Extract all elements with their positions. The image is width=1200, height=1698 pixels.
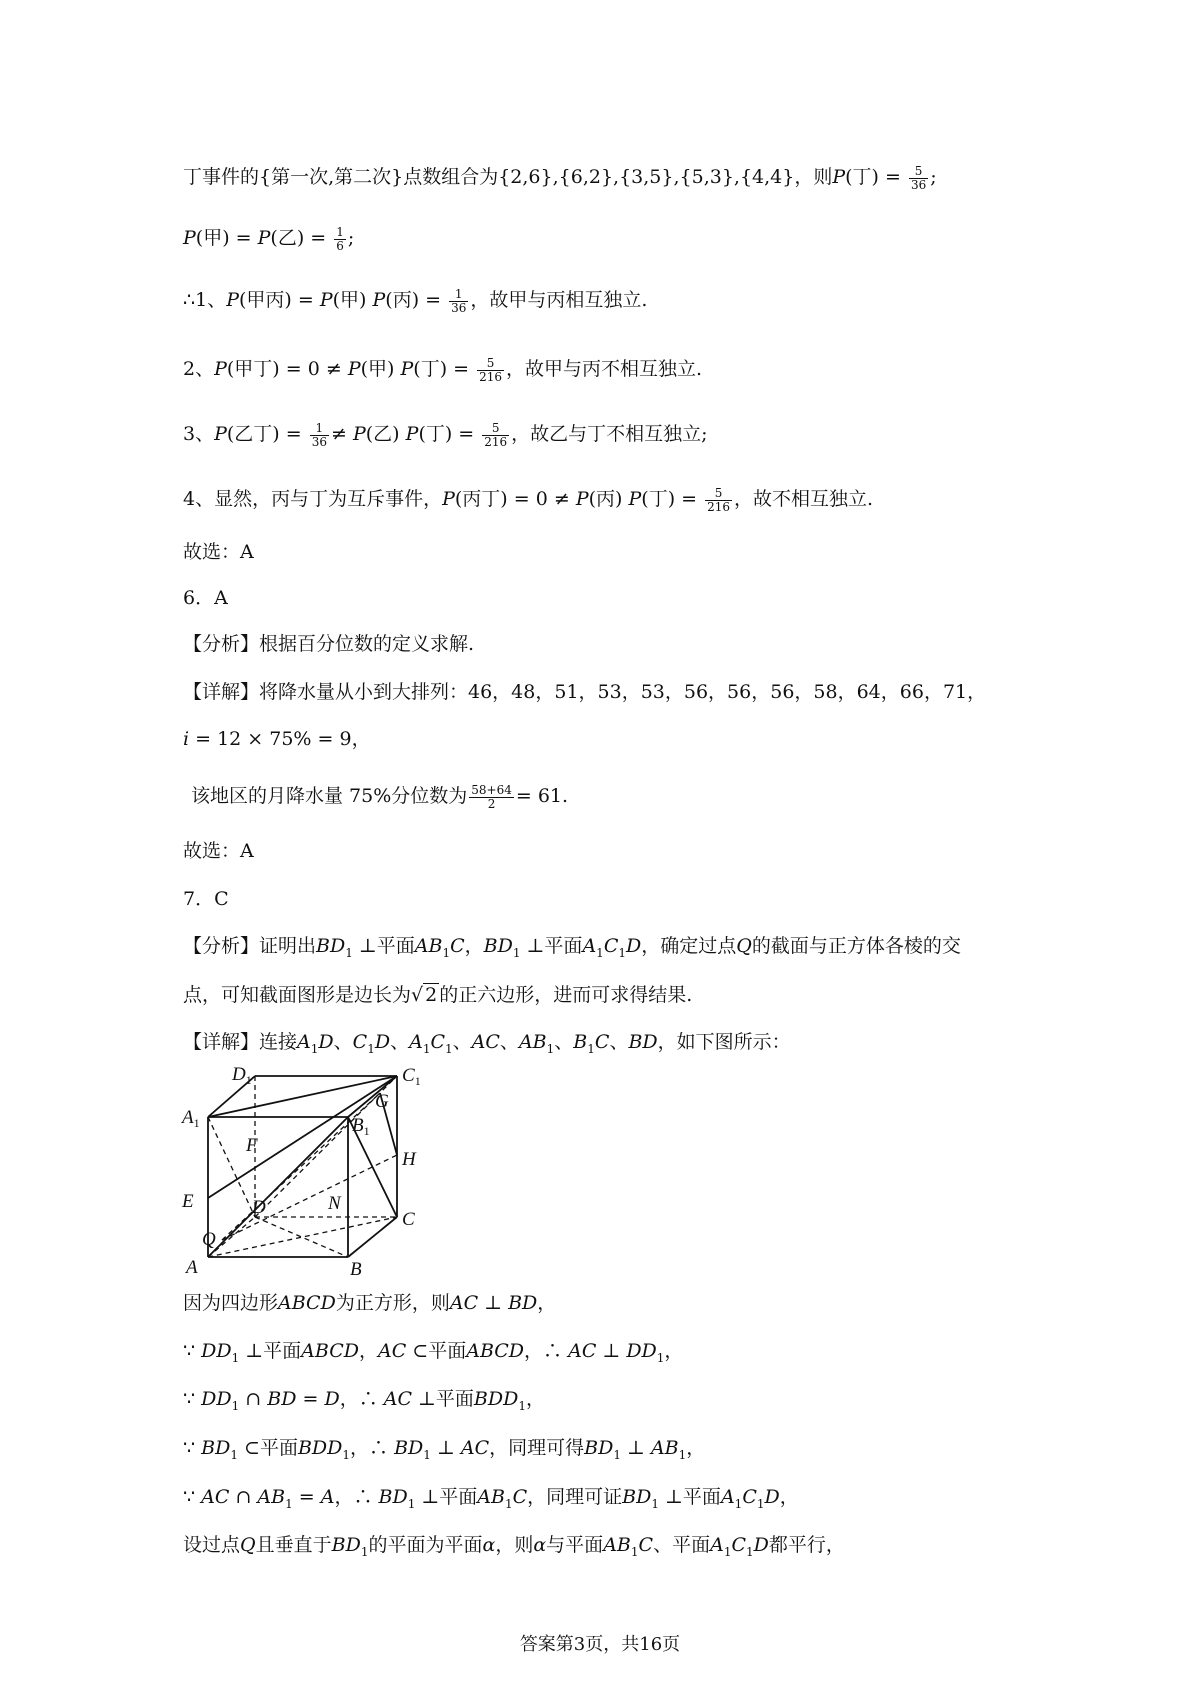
text-line-10: 【详解】将降水量从小到大排列：46，48，51，53，53，56，56，56，58，64，66，71，	[183, 681, 987, 703]
text-line-6: 4、显然，丙与丁为互斥事件，P(丙丁) = 0 ≠ P(丙) P(丁) = $\frac{5}{216}$ ，故不相互独立.	[183, 485, 874, 514]
text-line-22: ∵ AC ∩ $AB_1 = A$，∴ $BD_1$ ⊥平面$AB_1C$，同理可证$BD_1$ ⊥平面$A_1C_1D$，	[183, 1486, 799, 1511]
text-line-17: 【详解】连接$A_1D$、$C_1D$、$A_1C_1$、AC、$AB_1$、$B_1C$、BD，如下图所示：	[183, 1031, 791, 1056]
text-line-12: 该地区的月降水量 75%分位数为 $\frac{58+64}{2}$ = 61.	[191, 782, 569, 811]
text-line-1: 丁事件的{第一次,第二次}点数组合为{2,6},{6,2},{3,5},{5,3},{4,4}，则P(丁) = $\frac{5}{36}$ ;	[183, 163, 937, 192]
label-D: D	[252, 1197, 266, 1218]
cube-figure	[180, 1065, 430, 1280]
label-F: F	[246, 1135, 258, 1156]
text-line-11: i = 12 × 75% = 9，	[183, 728, 371, 750]
text-line-18: 因为四边形ABCD为正方形，则AC ⊥ BD，	[183, 1292, 557, 1314]
label-N: N	[328, 1193, 341, 1214]
label-A1: $A_1$	[182, 1107, 200, 1130]
text-line-16: 点，可知截面图形是边长为√ 2 的正六边形，进而可求得结果.	[183, 984, 693, 1006]
label-G: G	[375, 1091, 389, 1112]
text-line-20: ∵ $DD_1$ ∩ BD = D，∴ AC ⊥平面$BDD_1$，	[183, 1388, 546, 1413]
text-line-4: 2、P(甲丁) = 0 ≠ P(甲) P(丁) = $\frac{5}{216}$ ，故甲与丙不相互独立.	[183, 355, 703, 384]
text-line-7: 故选：A	[183, 541, 254, 563]
text-line-15: 【分析】证明出$BD_1$ ⊥平面$AB_1C$，$BD_1$ ⊥平面$A_1C_1D$，确定过点Q的截面与正方体各棱的交	[183, 935, 961, 960]
page-footer: 答案第3页，共16页	[519, 1634, 681, 1655]
text-line-19: ∵ $DD_1$ ⊥平面ABCD，AC ⊂平面ABCD，∴ AC ⊥ $DD_1$，	[183, 1340, 684, 1365]
label-D1: $D_1$	[232, 1065, 252, 1087]
text-line-5: 3、P(乙丁) = $\frac{1}{36}$ ≠ P(乙) P(丁) = $\frac{5}{216}$ ，故乙与丁不相互独立;	[183, 420, 708, 449]
text-line-3: ∴1、P(甲丙) = P(甲) P(丙) = $\frac{1}{36}$ ，故甲与丙相互独立.	[183, 286, 648, 315]
text-line-2: P(甲) = P(乙) = $\frac{1}{6}$ ;	[183, 224, 355, 253]
label-C1: $C_1$	[402, 1065, 421, 1088]
text-line-23: 设过点Q且垂直于$BD_1$的平面为平面α，则α与平面$AB_1C$、平面$A_1C_1D$都平行，	[183, 1534, 845, 1559]
text-line-21: ∵ $BD_1$ ⊂平面$BDD_1$，∴ $BD_1$ ⊥ AC，同理可得$BD_1$ ⊥ $AB_1$，	[183, 1437, 706, 1462]
label-B1: $B_1$	[352, 1115, 370, 1138]
label-H: H	[402, 1149, 416, 1170]
label-E: E	[182, 1191, 194, 1212]
label-B: B	[350, 1259, 362, 1280]
label-A: A	[186, 1257, 198, 1278]
text-line-13: 故选：A	[183, 840, 254, 862]
text-line-8: 6．A	[183, 587, 228, 609]
label-Q: Q	[202, 1229, 216, 1250]
text-line-9: 【分析】根据百分位数的定义求解.	[183, 633, 475, 655]
label-C: C	[402, 1209, 415, 1230]
text-line-14: 7．C	[183, 888, 229, 910]
